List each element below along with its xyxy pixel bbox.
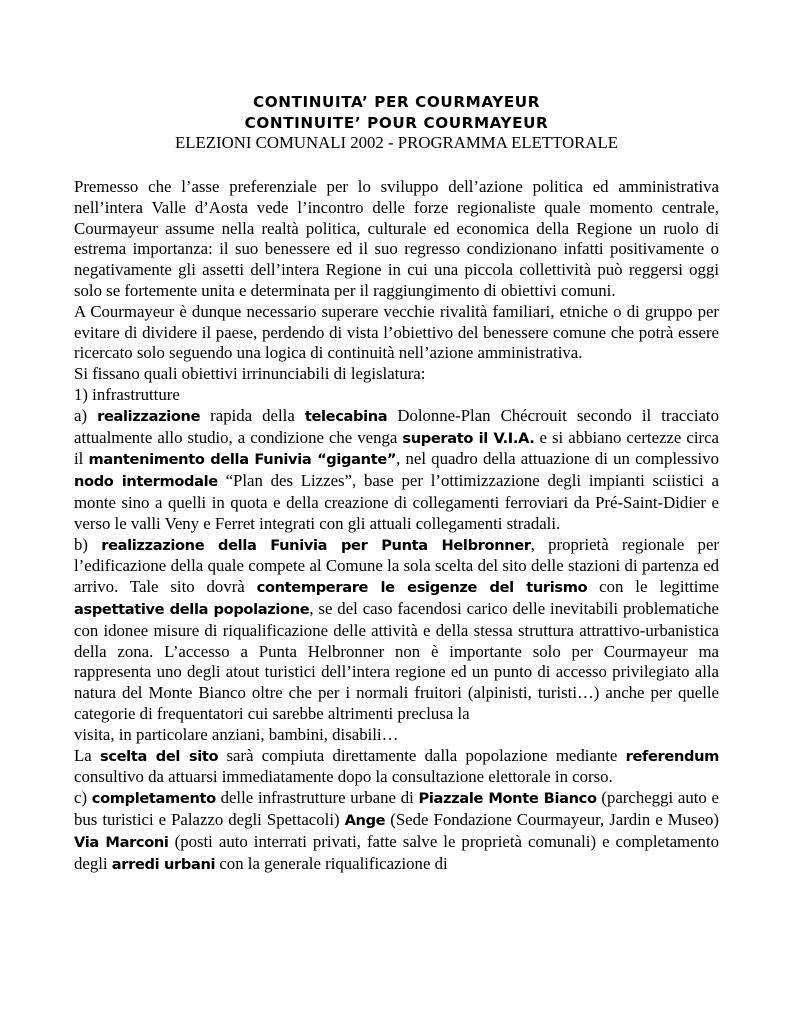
choice-bold: referendum [625,747,719,765]
objectives-intro: Si fissano quali obiettivi irrinunciabili di legislatura: [74,364,426,384]
item-a-text: “Plan des Lizzes”, base per l’ottimizzazione degli impianti sciistici a monte sino a quelli in quota e della creazione di collegamenti ferroviari da Pré-Saint-Didier e verso le valli Veny e Ferret integrati con gli attuali collegamenti stradali. [74,471,719,533]
item-c-bold: arredi urbani [111,855,216,873]
item-c-bold: completamento [91,790,216,808]
item-c-text: delle infrastrutture urbane di [215,788,419,808]
item-b-bold: realizzazione della Funivia per Punta Helbronner [101,536,531,554]
item-c-bold: Ange [344,811,386,829]
item-b-text: , proprietà regionale per l’edificazione della quale compete al Comune la sola scelta del sito delle stazioni di partenza ed arrivo. Tale sito dovrà [74,534,719,597]
item-a-text: Dolonne-Plan Chécrouit secondo il tracciato attualmente allo studio, a condizione che venga [74,405,719,447]
item-a-text: a) [74,405,98,425]
item-a-text: e si abbiano certezze circa il [74,427,720,469]
choice-text: sarà compiuta direttamente dalla popolazione mediante [218,745,626,765]
item-a-bold: realizzazione [97,407,201,425]
item-a-bold: telecabina [304,407,388,425]
item-b-text: con le legittime [587,577,719,597]
choice-bold: scelta del sito [99,747,219,765]
item-c-bold: Piazzale Monte Bianco [418,790,597,808]
item-b-continuation: visita, in particolare anziani, bambini, disabili… [74,724,399,744]
document-page [74,92,719,875]
item-b-bold: aspettative della popolazione [74,600,310,618]
item-a-bold: nodo intermodale [74,473,218,491]
spacer [74,153,719,177]
item-a-bold: superato il V.I.A. [402,429,535,447]
item-b-text: b) [74,534,102,554]
item-a-bold: mantenimento della Funivia “gigante” [88,451,397,469]
item-c-text: con la generale riqualificazione di [215,853,448,873]
item-c-bold: Via Marconi [74,833,169,851]
document-subtitle: ELEZIONI COMUNALI 2002 - PROGRAMMA ELETTORALE [175,133,618,152]
item-c-text: (parcheggi auto e bus turistici e Palazzo degli Spettacoli) [74,788,719,829]
item-a-text: , nel quadro della attuazione di un complessivo [396,449,719,469]
item-b-paragraph [74,535,719,725]
item-c-paragraph [74,788,719,875]
item-b-text: , se del caso facendosi carico delle inevitabili problematiche con idonee misure di riqualificazione delle attività e della stessa struttura attrattivo-urbanistica della zona. L’accesso a Punta Helbronner non è importante solo per Courmayeur ma rappresenta uno degli atout turistici dell’intera regione ed un punto di accesso privilegiato alla natura del Monte Bianco oltre che per i normali fruitori (alpinisti, turisti…) anche per quelle categorie di frequentatori cui sarebbe altrimenti preclusa la [74,598,719,723]
section-heading-infrastrutture: 1) infrastrutture [74,384,180,404]
item-c-text: c) [74,788,92,808]
item-c-text: (posti auto interrati privati, fatte salve le proprietà comunali) e completamento degli [74,831,719,873]
document-title-french: CONTINUITE’ POUR COURMAYEUR [244,113,549,132]
item-c-text: (Sede Fondazione Courmayeur, Jardin e Museo) [385,809,719,829]
choice-text: La [74,745,100,765]
intro-paragraph-2: A Courmayeur è dunque necessario superare vecchie rivalità familiari, etniche o di gruppo per evitare di dividere il paese, perdendo di vista l’obiettivo del benessere comune che potrà essere ricercato solo seguendo una logica di continuità nell’azione amministrativa. [74,301,719,363]
item-a-text: rapida della [200,405,305,425]
item-b-bold: contemperare le esigenze del turismo [256,579,588,597]
site-choice-paragraph [74,746,719,789]
choice-text: consultivo da attuarsi immediatamente dopo la consultazione elettorale in corso. [74,767,613,787]
item-a-paragraph [74,406,719,535]
intro-paragraph-1: Premesso che l’asse preferenziale per lo sviluppo dell’azione politica ed amministrativa nell’intera Valle d’Aosta vede l’incontro delle forze regionaliste quale momento centrale, Courmayeur assume nella realtà politica, culturale ed economica della Regione un ruolo di estrema importanza: il suo benessere ed il suo regresso condizionano infatti positivamente o negativamente gli assetti dell’intera Regione in cui una piccola collettività può reggersi oggi solo se fortemente unita e determinata per il raggiungimento di obiettivi comuni. [74,177,719,300]
document-title-italian: CONTINUITA’ PER COURMAYEUR [252,93,541,111]
